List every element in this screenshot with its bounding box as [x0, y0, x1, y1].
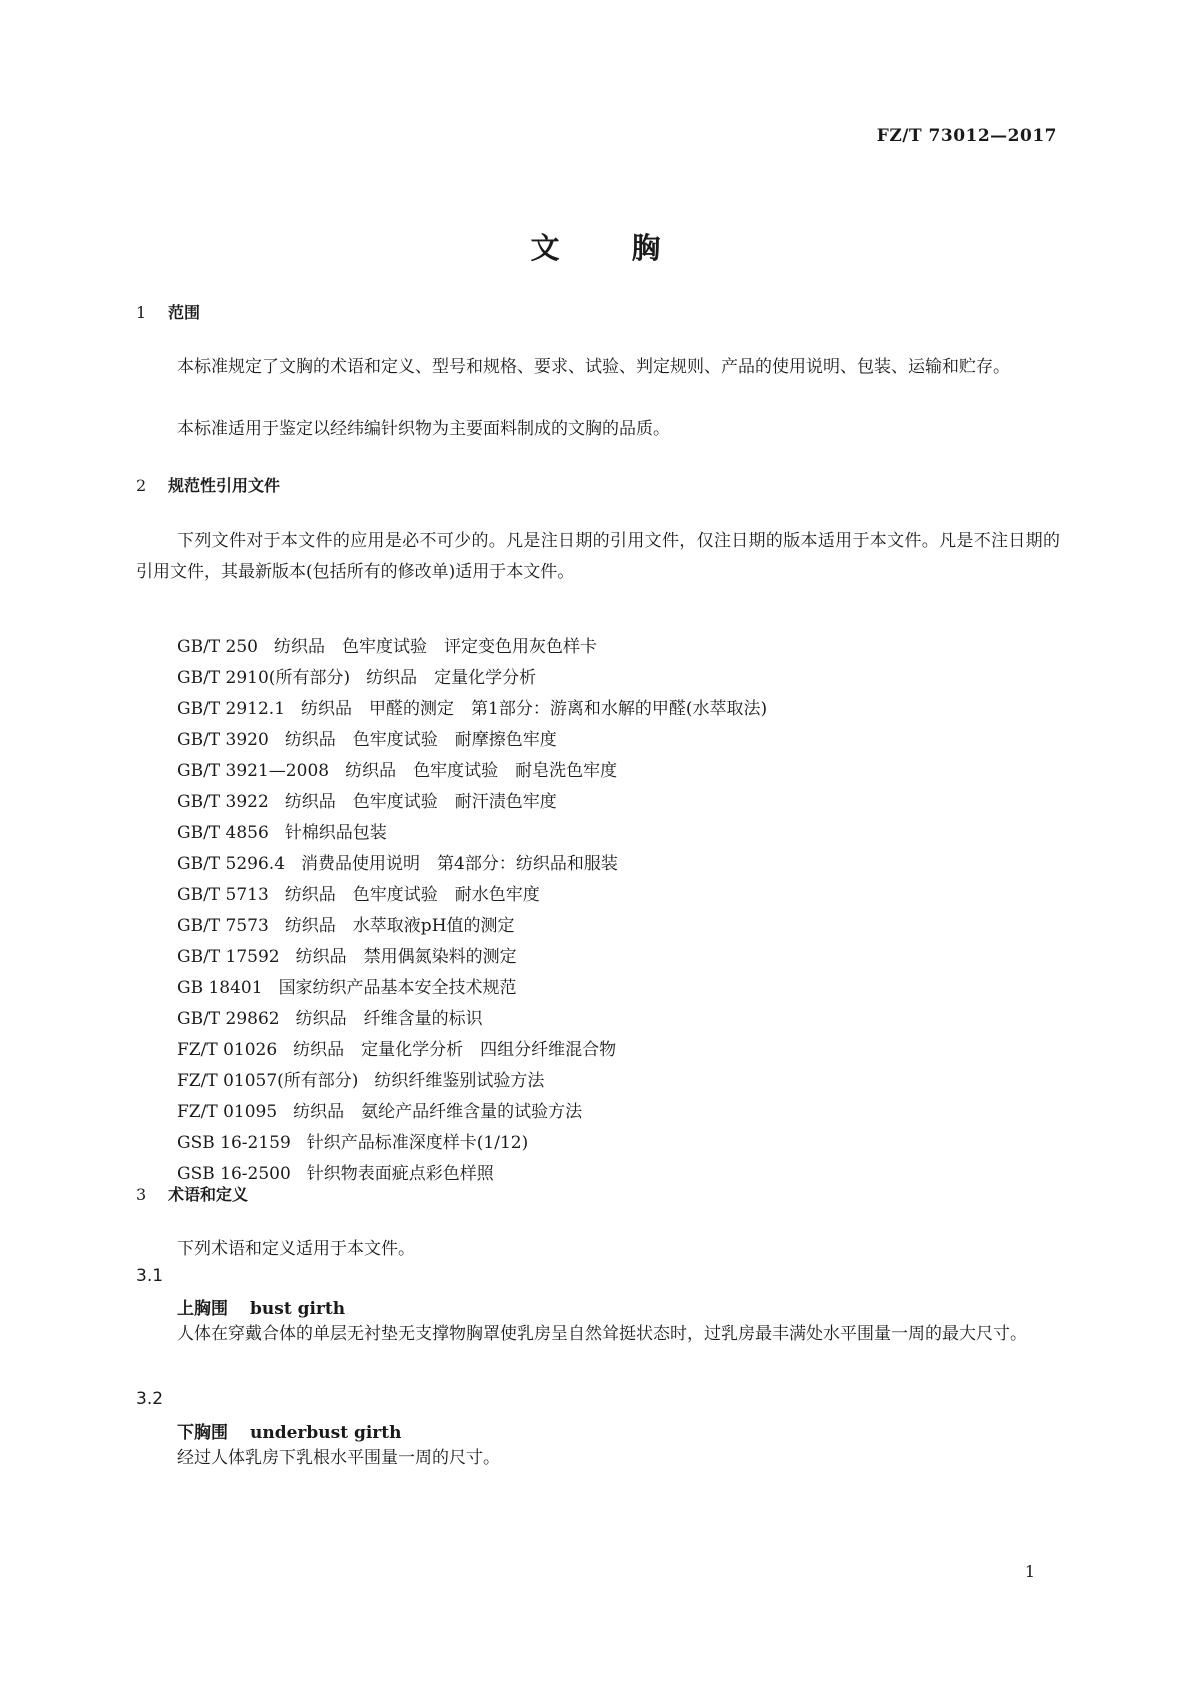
reference-item: [177, 725, 767, 756]
reference-list: [177, 632, 767, 1190]
reference-code: GSB 16-2500: [177, 1164, 291, 1184]
reference-title: 消费品使用说明 第4部分：纺织品和服装: [301, 854, 618, 874]
term-number: 3.1: [136, 1266, 164, 1286]
term-zh: 上胸围: [177, 1299, 228, 1319]
reference-item: [177, 818, 767, 849]
reference-title: 纺织品 色牢度试验 耐摩擦色牢度: [284, 730, 557, 750]
term-heading: [177, 1418, 401, 1443]
reference-code: GB/T 3920: [177, 730, 269, 750]
reference-code: GB/T 7573: [177, 916, 269, 936]
reference-code: GB/T 3922: [177, 792, 269, 812]
reference-item: [177, 1035, 767, 1066]
term-definition: 经过人体乳房下乳根水平围量一周的尺寸。: [177, 1448, 500, 1468]
reference-item: [177, 1066, 767, 1097]
section-heading-1: [136, 300, 200, 323]
reference-item: [177, 942, 767, 973]
term-number: 3.2: [136, 1389, 164, 1409]
reference-item: [177, 694, 767, 725]
reference-title: 纺织品 色牢度试验 耐水色牢度: [284, 885, 540, 905]
reference-code: GB/T 3921—2008: [177, 761, 330, 781]
reference-title: 纺织品 纤维含量的标识: [295, 1009, 483, 1029]
reference-title: 针织物表面疵点彩色样照: [306, 1164, 494, 1184]
reference-item: [177, 787, 767, 818]
reference-item: [177, 1128, 767, 1159]
reference-code: FZ/T 01095: [177, 1102, 278, 1122]
term-zh: 下胸围: [177, 1423, 228, 1443]
term-heading: [177, 1294, 345, 1319]
reference-item: [177, 632, 767, 663]
section-number: 3: [136, 1185, 147, 1204]
scope-paragraph-1: 本标准规定了文胸的术语和定义、型号和规格、要求、试验、判定规则、产品的使用说明、包装、运输和贮存。: [177, 357, 1010, 377]
references-intro: 下列文件对于本文件的应用是必不可少的。凡是注日期的引用文件，仅注日期的版本适用于本文件。凡是不注日期的引用文件，其最新版本(包括所有的修改单)适用于本文件。: [136, 531, 1060, 582]
reference-item: [177, 663, 767, 694]
reference-title: 针织产品标准深度样卡(1/12): [306, 1133, 529, 1153]
scope-paragraph-2: 本标准适用于鉴定以经纬编针织物为主要面料制成的文胸的品质。: [177, 419, 670, 439]
reference-title: 纺织品 色牢度试验 耐皂洗色牢度: [345, 761, 618, 781]
reference-item: [177, 1097, 767, 1128]
reference-code: GB/T 5713: [177, 885, 269, 905]
reference-code: GB/T 5296.4: [177, 854, 286, 874]
document-title: 文胸: [530, 231, 733, 265]
page-number: 1: [1024, 1562, 1035, 1581]
reference-title: 纺织品 色牢度试验 耐汗渍色牢度: [284, 792, 557, 812]
reference-code: FZ/T 01026: [177, 1040, 278, 1060]
reference-item: [177, 1159, 767, 1190]
reference-item: [177, 973, 767, 1004]
section-number: 1: [136, 303, 147, 322]
section-heading-2: [136, 473, 280, 496]
section-number: 2: [136, 476, 147, 495]
reference-item: [177, 756, 767, 787]
reference-title: 纺织纤维鉴别试验方法: [374, 1071, 545, 1091]
reference-item: [177, 911, 767, 942]
reference-code: GB/T 250: [177, 637, 258, 657]
reference-item: [177, 880, 767, 911]
reference-code: GB/T 29862: [177, 1009, 280, 1029]
reference-code: GB 18401: [177, 978, 263, 998]
reference-code: GSB 16-2159: [177, 1133, 291, 1153]
section-title: 术语和定义: [168, 1185, 249, 1204]
reference-title: 纺织品 氨纶产品纤维含量的试验方法: [293, 1102, 583, 1122]
reference-title: 纺织品 水萃取液pH值的测定: [284, 916, 515, 936]
reference-code: GB/T 2910(所有部分): [177, 668, 351, 688]
reference-title: 针棉织品包装: [284, 823, 387, 843]
reference-title: 纺织品 禁用偶氮染料的测定: [295, 947, 517, 967]
term-definition: 人体在穿戴合体的单层无衬垫无支撑物胸罩使乳房呈自然耸挺状态时，过乳房最丰满处水平围量一周的最大尺寸。: [177, 1324, 1027, 1344]
reference-code: GB/T 17592: [177, 947, 280, 967]
reference-title: 纺织品 定量化学分析 四组分纤维混合物: [293, 1040, 617, 1060]
term-en: underbust girth: [250, 1423, 402, 1443]
reference-item: [177, 849, 767, 880]
reference-title: 纺织品 色牢度试验 评定变色用灰色样卡: [274, 637, 597, 657]
section-title: 规范性引用文件: [168, 476, 281, 495]
section-heading-3: [136, 1182, 248, 1205]
term-en: bust girth: [250, 1299, 346, 1319]
reference-code: GB/T 4856: [177, 823, 269, 843]
reference-code: GB/T 2912.1: [177, 699, 286, 719]
reference-title: 纺织品 定量化学分析: [366, 668, 537, 688]
reference-code: FZ/T 01057(所有部分): [177, 1071, 359, 1091]
reference-title: 国家纺织产品基本安全技术规范: [278, 978, 517, 998]
terms-intro: 下列术语和定义适用于本文件。: [177, 1239, 415, 1259]
reference-title: 纺织品 甲醛的测定 第1部分：游离和水解的甲醛(水萃取法): [301, 699, 768, 719]
standard-code: FZ/T 73012—2017: [876, 126, 1057, 146]
reference-item: [177, 1004, 767, 1035]
section-title: 范围: [168, 303, 201, 322]
